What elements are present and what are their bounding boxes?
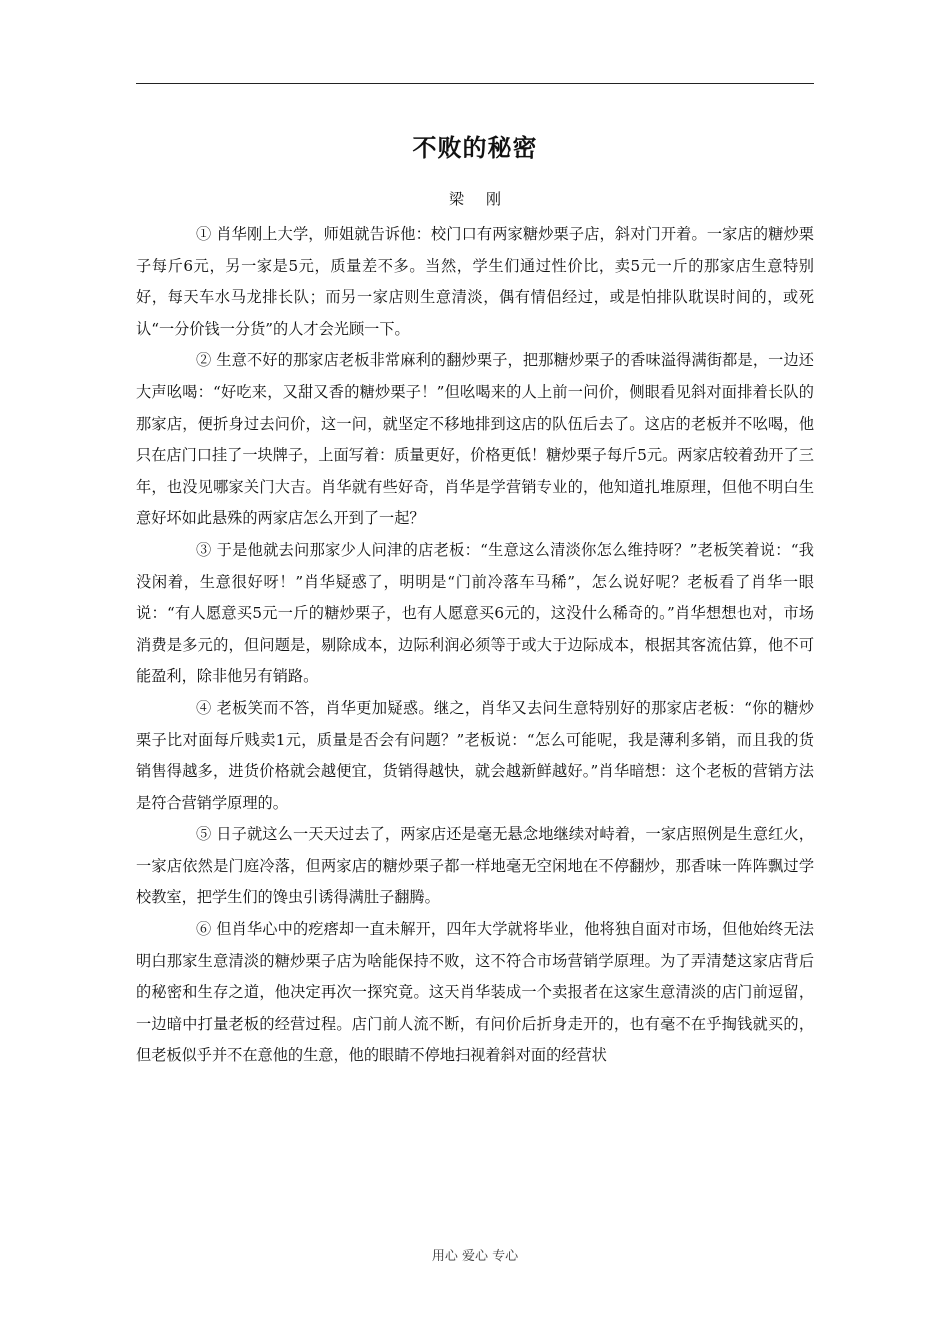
article-body: [136, 219, 814, 1072]
article-author: 梁刚: [448, 190, 523, 208]
paragraph-4: ④ 老板笑而不答，肖华更加疑惑。继之，肖华又去问生意特别好的那家店老板：“你的糖炒栗子比对面每斤贱卖1元，质量是否会有问题？”老板说：“怎么可能呢，我是薄利多销，而且我的货销售得越多，进货价格就会越便宜，货销得越快，就会越新鲜越好。”肖华暗想：这个老板的营销方法是符合营销学原理的。: [136, 698, 814, 812]
paragraph-2: ② 生意不好的那家店老板非常麻利的翻炒栗子，把那糖炒栗子的香味溢得满街都是，一边还大声吆喝：“好吃来，又甜又香的糖炒栗子！”但吆喝来的人上前一问价，侧眼看见斜对面排着长队的那家店，便折身过去问价，这一问，就坚定不移地排到这店的队伍后去了。这店的老板并不吆喝，他只在店门口挂了一块牌子，上面写着：质量更好，价格更低！糖炒栗子每斤5元。两家店较着劲开了三年，也没见哪家关门大吉。肖华就有些好奇，肖华是学营销专业的，他知道扎堆原理，但他不明白生意好坏如此悬殊的两家店怎么开到了一起？: [136, 351, 814, 528]
article-title: 不败的秘密: [412, 133, 538, 162]
paragraph-1: ① 肖华刚上大学，师姐就告诉他：校门口有两家糖炒栗子店，斜对门开着。一家店的糖炒栗子每斤6元，另一家是5元，质量差不多。当然，学生们通过性价比，卖5元一斤的那家店生意特别好，每天车水马龙排长队；而另一家店则生意清淡，偶有情侣经过，或是怕排队耽误时间的，或死认“一分价钱一分货”的人才会光顾一下。: [136, 225, 814, 338]
paragraph-6: ⑥ 但肖华心中的疙瘩却一直未解开，四年大学就将毕业，他将独自面对市场，但他始终无法明白那家生意清淡的糖炒栗子店为啥能保持不败，这不符合市场营销学原理。为了弄清楚这家店背后的秘密和生存之道，他决定再次一探究竟。这天肖华装成一个卖报者在这家生意清淡的店门前逗留，一边暗中打量老板的经营过程。店门前人流不断，有问价后折身走开的，也有毫不在乎掏钱就买的，但老板似乎并不在意他的生意，他的眼睛不停地扫视着斜对面的经营状: [136, 920, 814, 1065]
paragraph-5: ⑤ 日子就这么一天天过去了，两家店还是毫无悬念地继续对峙着，一家店照例是生意红火，一家店依然是门庭冷落，但两家店的糖炒栗子都一样地毫无空闲地在不停翻炒，那香味一阵阵飘过学校教室，把学生们的馋虫引诱得满肚子翻腾。: [136, 825, 814, 907]
header-rule: [136, 83, 814, 84]
paragraph-3: ③ 于是他就去问那家少人问津的店老板：“生意这么清淡你怎么维持呀？”老板笑着说：“我没闲着，生意很好呀！”肖华疑惑了，明明是“门前冷落车马稀”，怎么说好呢？老板看了肖华一眼说：“有人愿意买5元一斤的糖炒栗子，也有人愿意买6元的，这没什么稀奇的。”肖华想想也对，市场消费是多元的，但问题是，剔除成本，边际利润必须等于或大于边际成本，根据其客流估算，他不可能盈利，除非他另有销路。: [136, 540, 814, 686]
page-footer: 用心 爱心 专心: [431, 1249, 519, 1264]
